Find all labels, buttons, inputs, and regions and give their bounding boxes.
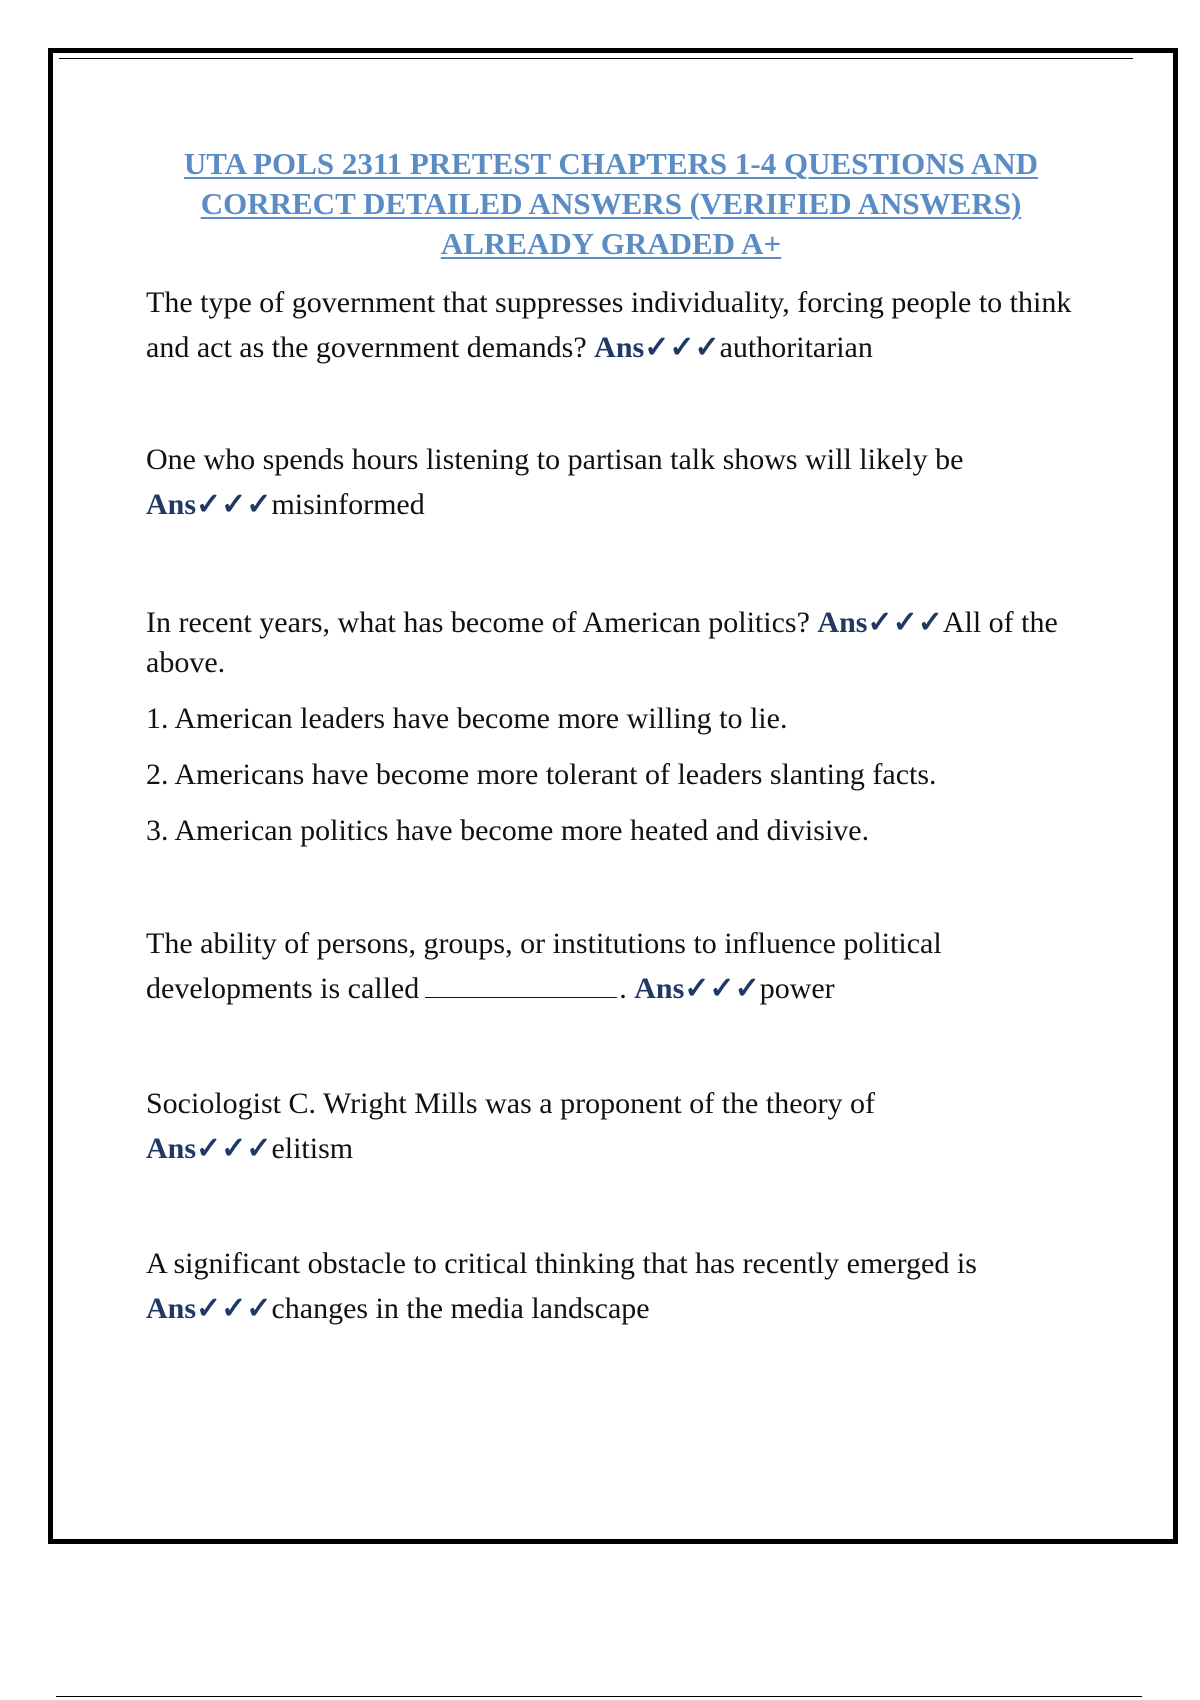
answer-marker: Ans✓✓✓ [594, 331, 720, 364]
question-text: The ability of persons, groups, or institutions to influence political developments is called [146, 927, 942, 1005]
question-4 [146, 921, 1076, 1011]
answer-text: misinformed [271, 488, 425, 521]
title-line-2: CORRECT DETAILED ANSWERS (VERIFIED ANSWERS) [200, 186, 1022, 221]
answer-marker: Ans✓✓✓ [634, 972, 760, 1005]
answer-text: power [759, 972, 835, 1005]
document-body [146, 144, 1076, 1331]
list-item: 2. Americans have become more tolerant of leaders slanting facts. [146, 758, 937, 791]
answer-text: authoritarian [719, 331, 873, 364]
list-item: 1. American leaders have become more willing to lie. [146, 702, 788, 735]
question-2 [146, 437, 1076, 527]
question-3 [146, 603, 1076, 683]
answer-text: elitism [271, 1132, 354, 1165]
footer-rule [56, 1696, 1142, 1697]
question-text: A significant obstacle to critical thinking that has recently emerged is [146, 1247, 977, 1280]
question-text: One who spends hours listening to partisan talk shows will likely be [146, 443, 964, 476]
list-item: 3. American politics have become more heated and divisive. [146, 814, 870, 847]
question-text-end: . [619, 972, 635, 1005]
document-title [146, 144, 1076, 264]
question-6 [146, 1241, 1076, 1331]
top-rule [59, 58, 1133, 59]
question-text: Sociologist C. Wright Mills was a proponent of the theory of [146, 1087, 875, 1120]
question-text: The type of government that suppresses individuality, forcing people to think and act as the government demands? [146, 286, 1072, 364]
title-line-1: UTA POLS 2311 PRETEST CHAPTERS 1-4 QUESTIONS AND [183, 146, 1039, 181]
answer-text: changes in the media landscape [271, 1292, 650, 1325]
answer-options-list [146, 699, 1076, 851]
answer-marker: Ans✓✓✓ [146, 488, 272, 521]
question-1 [146, 280, 1076, 370]
question-5 [146, 1081, 1076, 1171]
answer-marker: Ans✓✓✓ [146, 1132, 272, 1165]
answer-text: All of the above. [146, 606, 1058, 679]
answer-marker: Ans✓✓✓ [146, 1292, 272, 1325]
title-line-3: ALREADY GRADED A+ [440, 226, 782, 261]
fill-in-blank [425, 967, 617, 998]
answer-marker: Ans✓✓✓ [817, 606, 943, 639]
question-text: In recent years, what has become of American politics? [146, 606, 818, 639]
